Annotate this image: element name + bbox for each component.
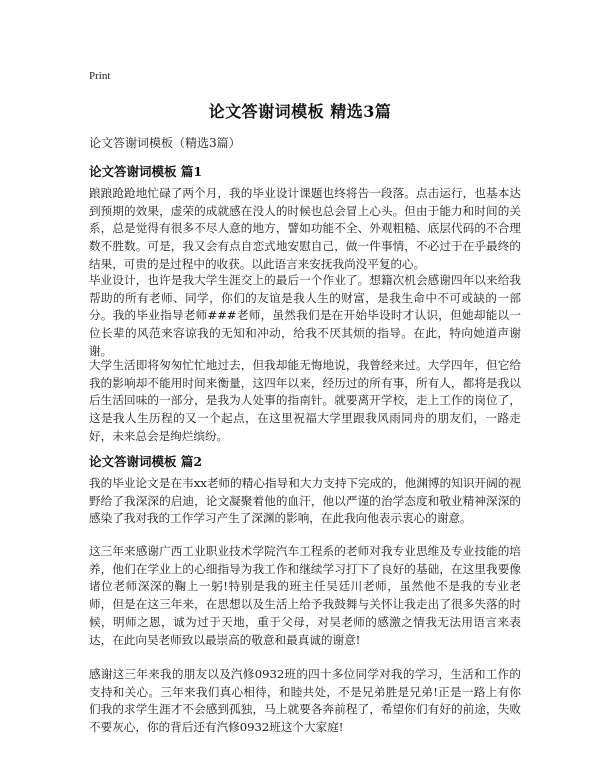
section-heading-2: 论文答谢词模板 篇2 — [89, 454, 203, 469]
page-title: 论文答谢词模板 精选3篇 — [208, 102, 392, 121]
section-2-paragraph-1: 我的毕业论文是在韦xx老师的精心指导和大力支持下完成的，他渊博的知识开阔的视野给了我深深的启迪，论文凝聚着他的血汗，他以严谨的治学态度和敬业精神深深的感染了我对我的工作学习产生了深渊的影响，在此我向他表示衷心的谢意。 — [89, 476, 521, 526]
section-1-paragraph-2: 毕业设计，也许是我大学生涯交上的最后一个作业了。想籍次机会感谢四年以来给我帮助的所有老师、同学，你们的友谊是我人生的财富，是我生命中不可或缺的一部分。我的毕业指导老师###老师，虽然我们是在开始毕设时才认识，但她却能以一位长辈的风范来容谅我的无知和冲动，给我不厌其烦的指导。在此，特向她道声谢谢。 — [89, 273, 521, 358]
section-heading-1: 论文答谢词模板 篇1 — [89, 164, 203, 179]
section-2-paragraph-2: 这三年来感谢广西工业职业技术学院汽车工程系的老师对我专业思维及专业技能的培养，他们在学业上的心细指导为我工作和继续学习打下了良好的基础，在这里我要像诸位老师深深的鞠上一躬!特别是我的班主任吴廷川老师，虽然他不是我的专业老师，但是在这三年来，在思想以及生活上给予我鼓舞与关怀让我走出了很多失落的时候，明师之恩，诚为过于天地，重于父母，对吴老师的感激之情我无法用语言来表达，在此向吴老师致以最崇高的敬意和最真诚的谢意! — [89, 544, 521, 647]
print-label: Print — [89, 70, 111, 82]
document-subtitle: 论文答谢词模板（精选3篇） — [89, 136, 241, 150]
section-2-paragraph-3: 感谢这三年来我的朋友以及汽修0932班的四十多位同学对我的学习，生活和工作的支持和关心。三年来我们真心相待，和睦共处，不是兄弟胜是兄弟!正是一路上有你们我的求学生涯才不会感到孤独，马上就要各奔前程了，希望你们有好的前途，失败不要灰心，你的背后还有汽修0932班这个大家庭! — [89, 667, 521, 735]
section-1-paragraph-3: 大学生活即将匆匆忙忙地过去，但我却能无悔地说，我曾经来过。大学四年，但它给我的影响却不能用时间来衡量，这四年以来，经历过的所有事，所有人，都将是我以后生活回味的一部分，是我为人处事的指南针。就要离开学校，走上工作的岗位了，这是我人生历程的又一个起点，在这里祝福大学里跟我风雨同舟的朋友们，一路走好，未来总会是绚烂缤纷。 — [89, 358, 521, 443]
section-1-paragraph-1: 踉踉跄跄地忙碌了两个月，我的毕业设计课题也终将告一段落。点击运行，也基本达到预期的效果，虚荣的成就感在没人的时候也总会冒上心头。但由于能力和时间的关系，总是觉得有很多不尽人意的地方，譬如功能不全、外观粗糙、底层代码的不合理数不胜数。可是，我又会有点自恋式地安慰自己，做一件事情，不必过于在乎最终的结果，可贵的是过程中的收获。以此语言来安抚我尚没平复的心。 — [89, 186, 521, 271]
